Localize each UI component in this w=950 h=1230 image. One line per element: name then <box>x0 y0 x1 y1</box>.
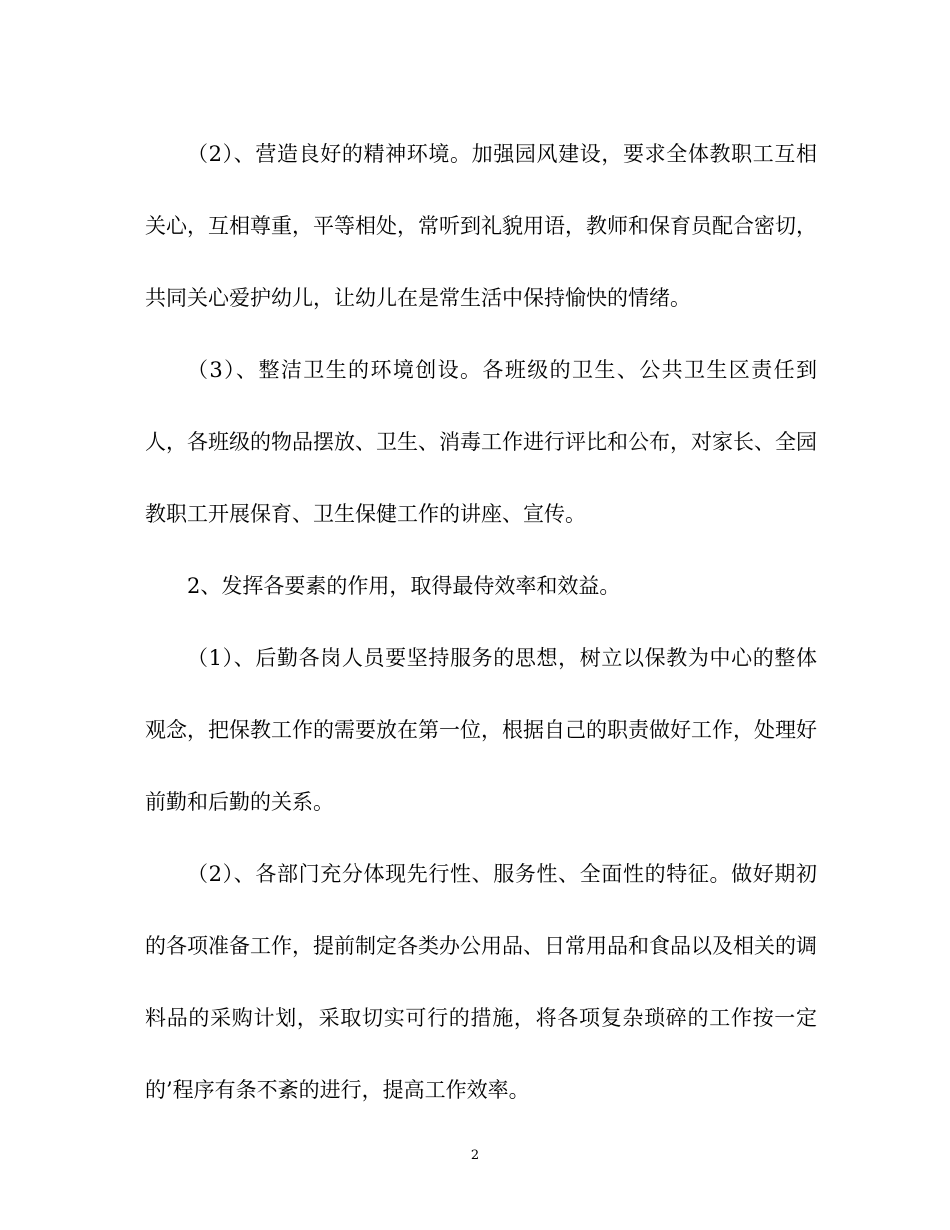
paragraph-environment-spirit: （2）、营造良好的精神环境。加强园风建设，要求全体教职工互相关心，互相尊重，平等相处，常听到礼貌用语，教师和保育员配合密切，共同关心爱护幼儿，让幼儿在是常生活中保持愉快的情绪。 <box>145 142 817 310</box>
paragraph-environment-hygiene: （3）、整洁卫生的环境创设。各班级的卫生、公共卫生区责任到人，各班级的物品摆放、卫生、消毒工作进行评比和公布，对家长、全园教职工开展保育、卫生保健工作的讲座、宣传。 <box>145 358 817 526</box>
paragraph-department-efficiency: （2）、各部门充分体现先行性、服务性、全面性的特征。做好期初的各项准备工作，提前制定各类办公用品、日常用品和食品以及相关的调料品的采购计划，采取切实可行的措施，将各项复杂琐碎的工作按一定的’程序有条不紊的进行，提高工作效率。 <box>145 862 817 1102</box>
page-number: 2 <box>470 1148 480 1163</box>
document-body <box>145 118 817 1126</box>
paragraph-section-heading: 2、发挥各要素的作用，取得最侍效率和效益。 <box>187 574 621 598</box>
paragraph-logistics-service: （1）、后勤各岗人员要坚持服务的思想，树立以保教为中心的整体观念，把保教工作的需要放在第一位，根据自己的职责做好工作，处理好前勤和后勤的关系。 <box>145 646 817 814</box>
